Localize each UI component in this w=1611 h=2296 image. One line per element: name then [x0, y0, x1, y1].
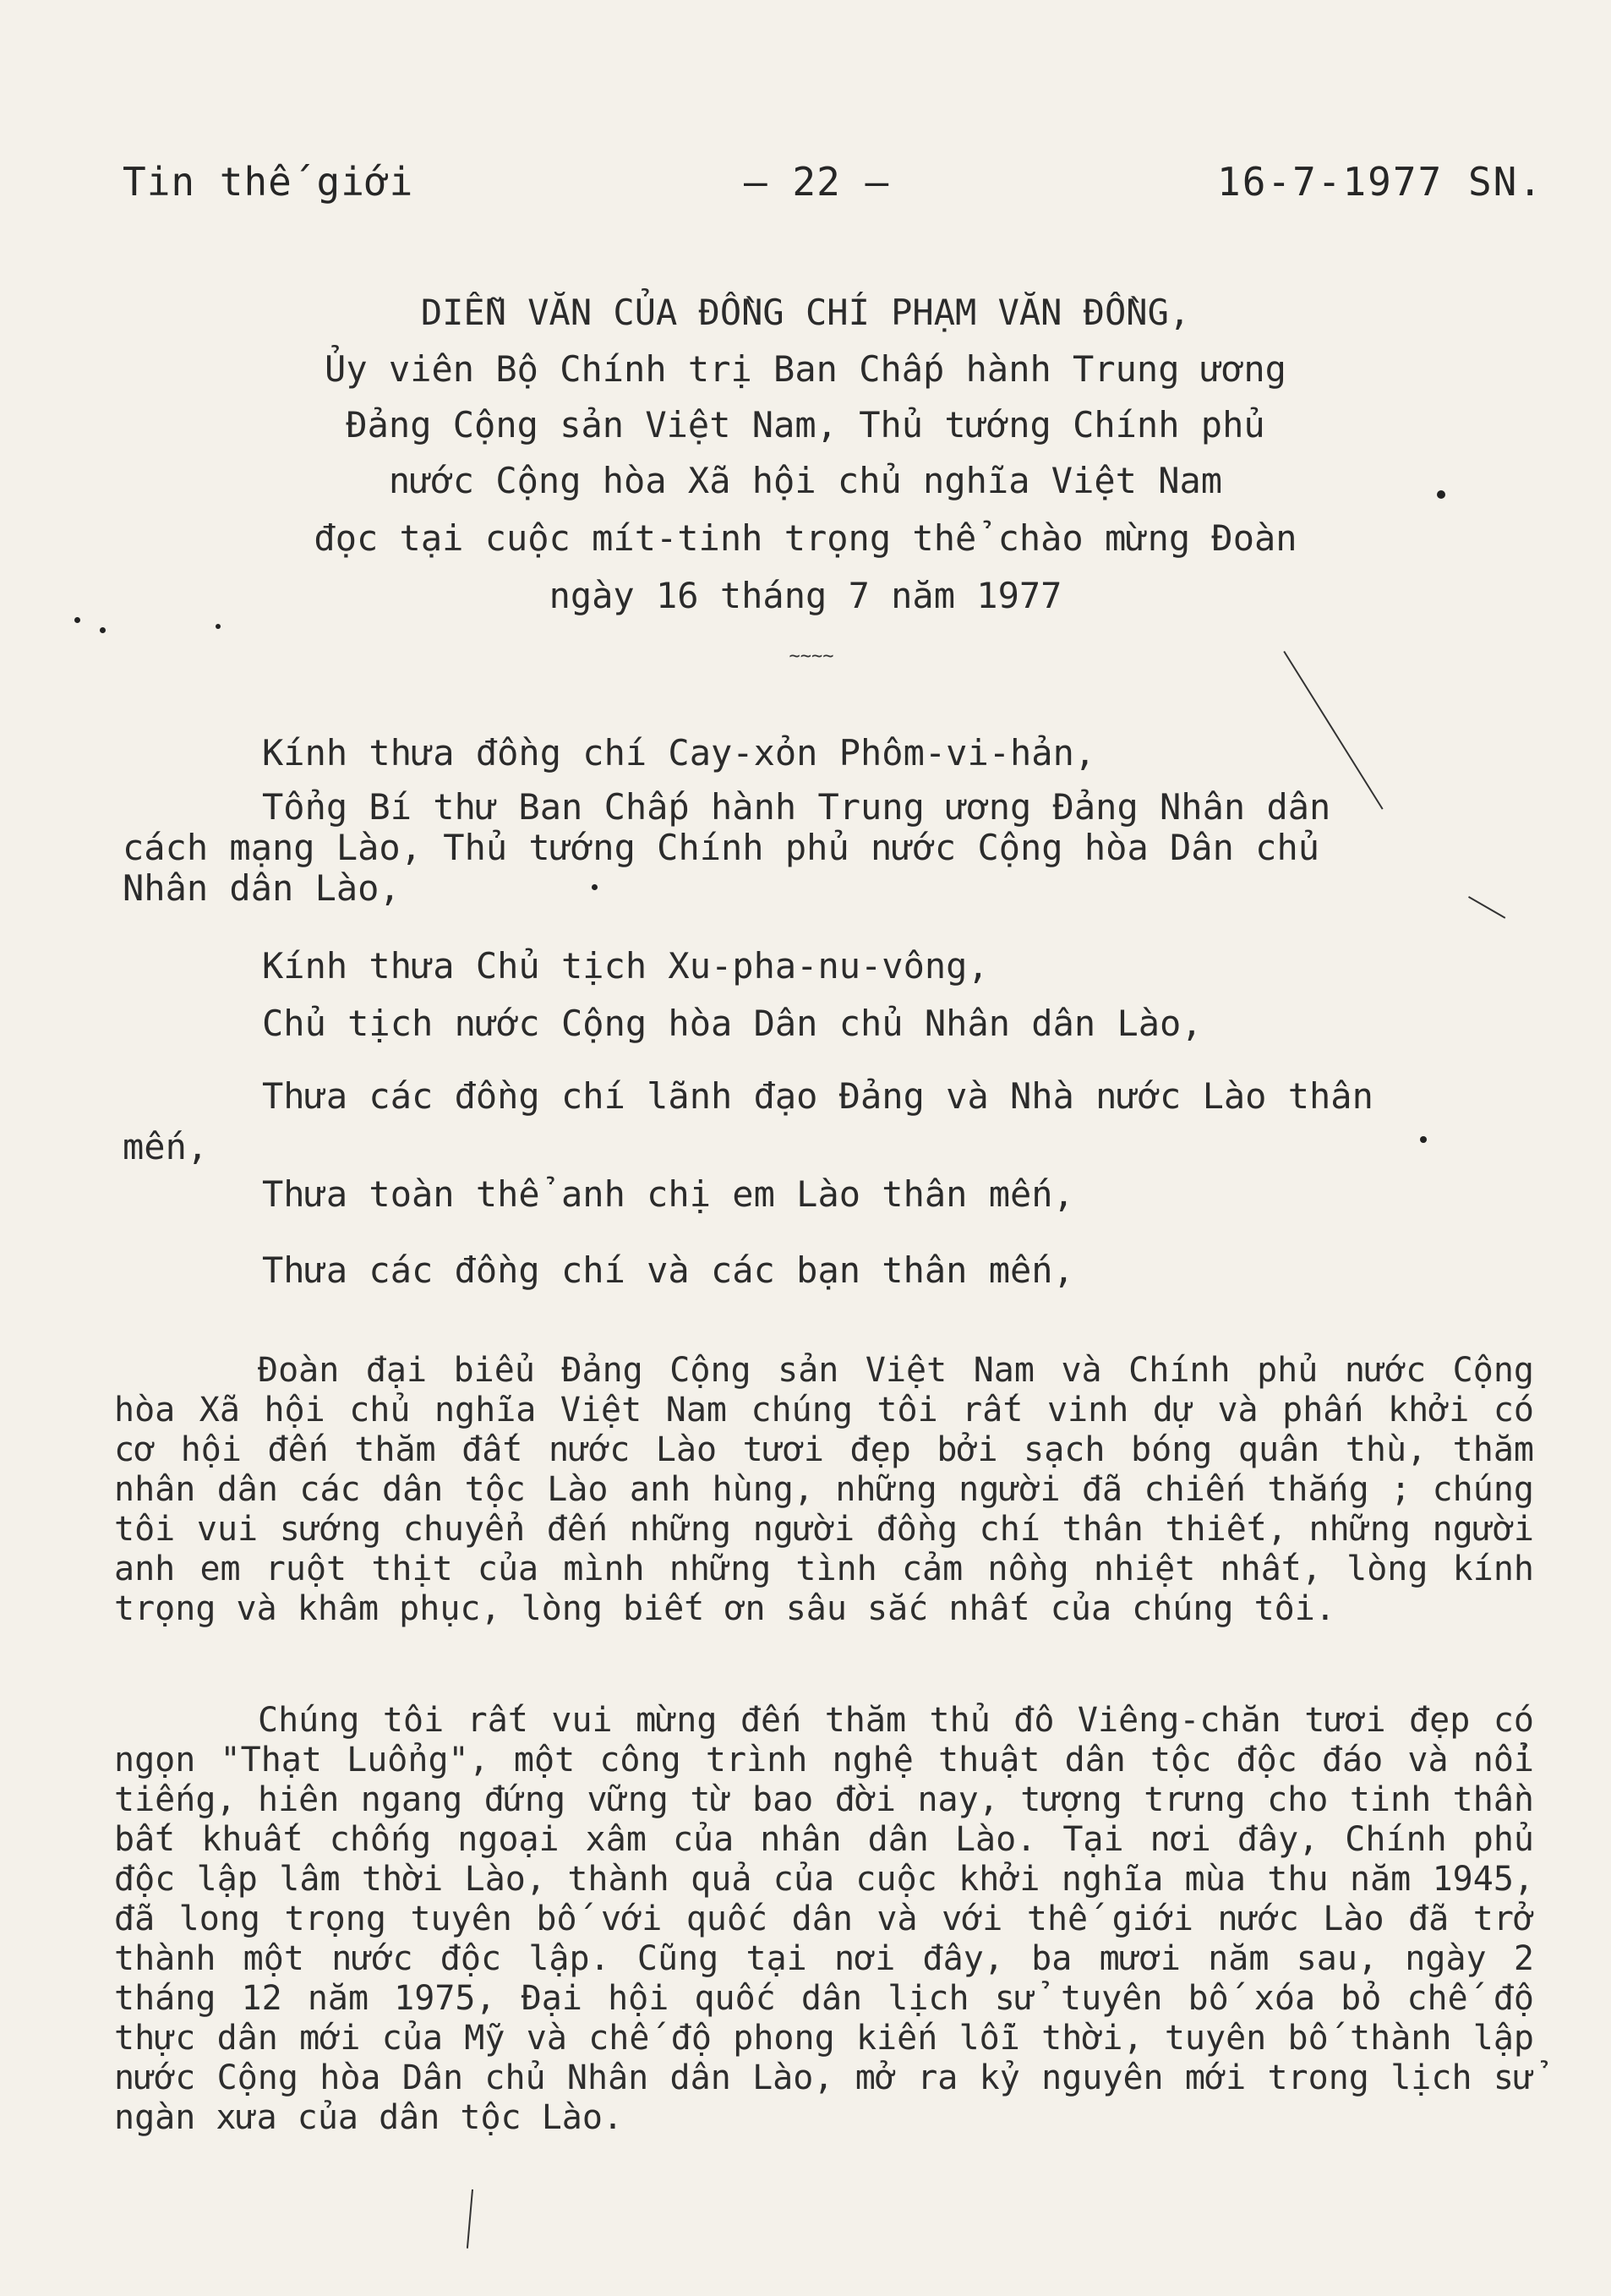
body-paragraph-1	[114, 1351, 1534, 1629]
scan-speck	[1420, 1136, 1427, 1143]
scan-speck	[1437, 490, 1445, 499]
body-paragraph-2-text: Chúng tôi rất vui mừng đến thăm thủ đô Viêng-chăn tươi đẹp có ngọn "Thạt Luổng", một công trình nghệ thuật dân tộc độc đáo và nổi tiếng, hiên ngang đứng vững từ bao đời nay, tượng trưng cho tinh thần bất khuất chống ngoại xâm của nhân dân Lào. Tại nơi đây, Chính phủ độc lập lâm thời Lào, thành quả của cuộc khởi nghĩa mùa thu năm 1945, đã long trọng tuyên bố với quốc dân và với thế giới nước Lào đã trở thành một nước độc lập. Cũng tại nơi đây, ba mươi năm sau, ngày 2 tháng 12 năm 1975, Đại hội quốc dân lịch sử tuyên bố xóa bỏ chế độ thực dân mới của Mỹ và chế độ phong kiến lỗi thời, tuyên bố thành lập nước Cộng hòa Dân chủ Nhân dân Lào, mở ra kỷ nguyên mới trong lịch sử ngàn xưa của dân tộc Lào.	[114, 1701, 1534, 2137]
salutation-5-line-1: Thưa các đồng chí lãnh đạo Đảng và Nhà nước Lào thân	[262, 1075, 1373, 1117]
header-section-label: Tin thế giới	[123, 159, 414, 205]
scan-stroke	[1468, 896, 1505, 919]
salutation-5-line-2: mến,	[123, 1126, 209, 1167]
body-paragraph-1-text: Đoàn đại biểu Đảng Cộng sản Việt Nam và Chính phủ nước Cộng hòa Xã hội chủ nghĩa Việt Nam chúng tôi rất vinh dự và phấn khởi có cơ hội đến thăm đất nước Lào tươi đẹp bởi sạch bóng quân thù, thăm nhân dân các dân tộc Lào anh hùng, những người đã chiến thắng ; chúng tôi vui sướng chuyển đến những người đồng chí thân thiết, những người anh em ruột thịt của mình những tình cảm nồng nhiệt nhất, lòng kính trọng và khâm phục, lòng biết ơn sâu sắc nhất của chúng tôi.	[114, 1351, 1534, 1628]
title-line-5: đọc tại cuộc mít-tinh trọng thể chào mừng Đoàn	[314, 517, 1297, 559]
salutation-2-line-2: cách mạng Lào, Thủ tướng Chính phủ nước Cộng hòa Dân chủ	[123, 827, 1320, 868]
scan-speck	[100, 627, 106, 633]
title-line-3: Đảng Cộng sản Việt Nam, Thủ tướng Chính phủ	[346, 404, 1265, 446]
title-line-6: ngày 16 tháng 7 năm 1977	[549, 575, 1062, 616]
scan-speck	[216, 624, 221, 629]
salutation-4: Chủ tịch nước Cộng hòa Dân chủ Nhân dân Lào,	[262, 1003, 1203, 1044]
header-date: 16-7-1977 SN.	[1217, 159, 1544, 205]
title-line-2: Ủy viên Bộ Chính trị Ban Chấp hành Trung ương	[325, 348, 1286, 390]
scan-speck	[592, 884, 598, 890]
salutation-1: Kính thưa đồng chí Cay-xỏn Phôm-vi-hản,	[262, 732, 1096, 774]
salutation-6: Thưa toàn thể anh chị em Lào thân mến,	[262, 1173, 1074, 1215]
salutation-3: Kính thưa Chủ tịch Xu-pha-nu-vông,	[262, 945, 989, 987]
salutation-7: Thưa các đồng chí và các bạn thân mến,	[262, 1249, 1074, 1291]
scan-stroke	[467, 2189, 473, 2249]
speech-title: DIỄN VĂN CỦA ĐỒNG CHÍ PHẠM VĂN ĐỒNG,	[420, 292, 1191, 333]
title-line-4: nước Cộng hòa Xã hội chủ nghĩa Việt Nam	[388, 460, 1223, 501]
page-number: – 22 –	[744, 159, 890, 205]
scan-speck	[74, 617, 80, 623]
body-paragraph-2	[114, 1701, 1534, 2138]
salutation-2-line-1: Tổng Bí thư Ban Chấp hành Trung ương Đảng Nhân dân	[262, 786, 1331, 828]
salutation-2-line-3: Nhân dân Lào,	[123, 867, 401, 909]
title-divider: ~~~~	[789, 646, 834, 667]
